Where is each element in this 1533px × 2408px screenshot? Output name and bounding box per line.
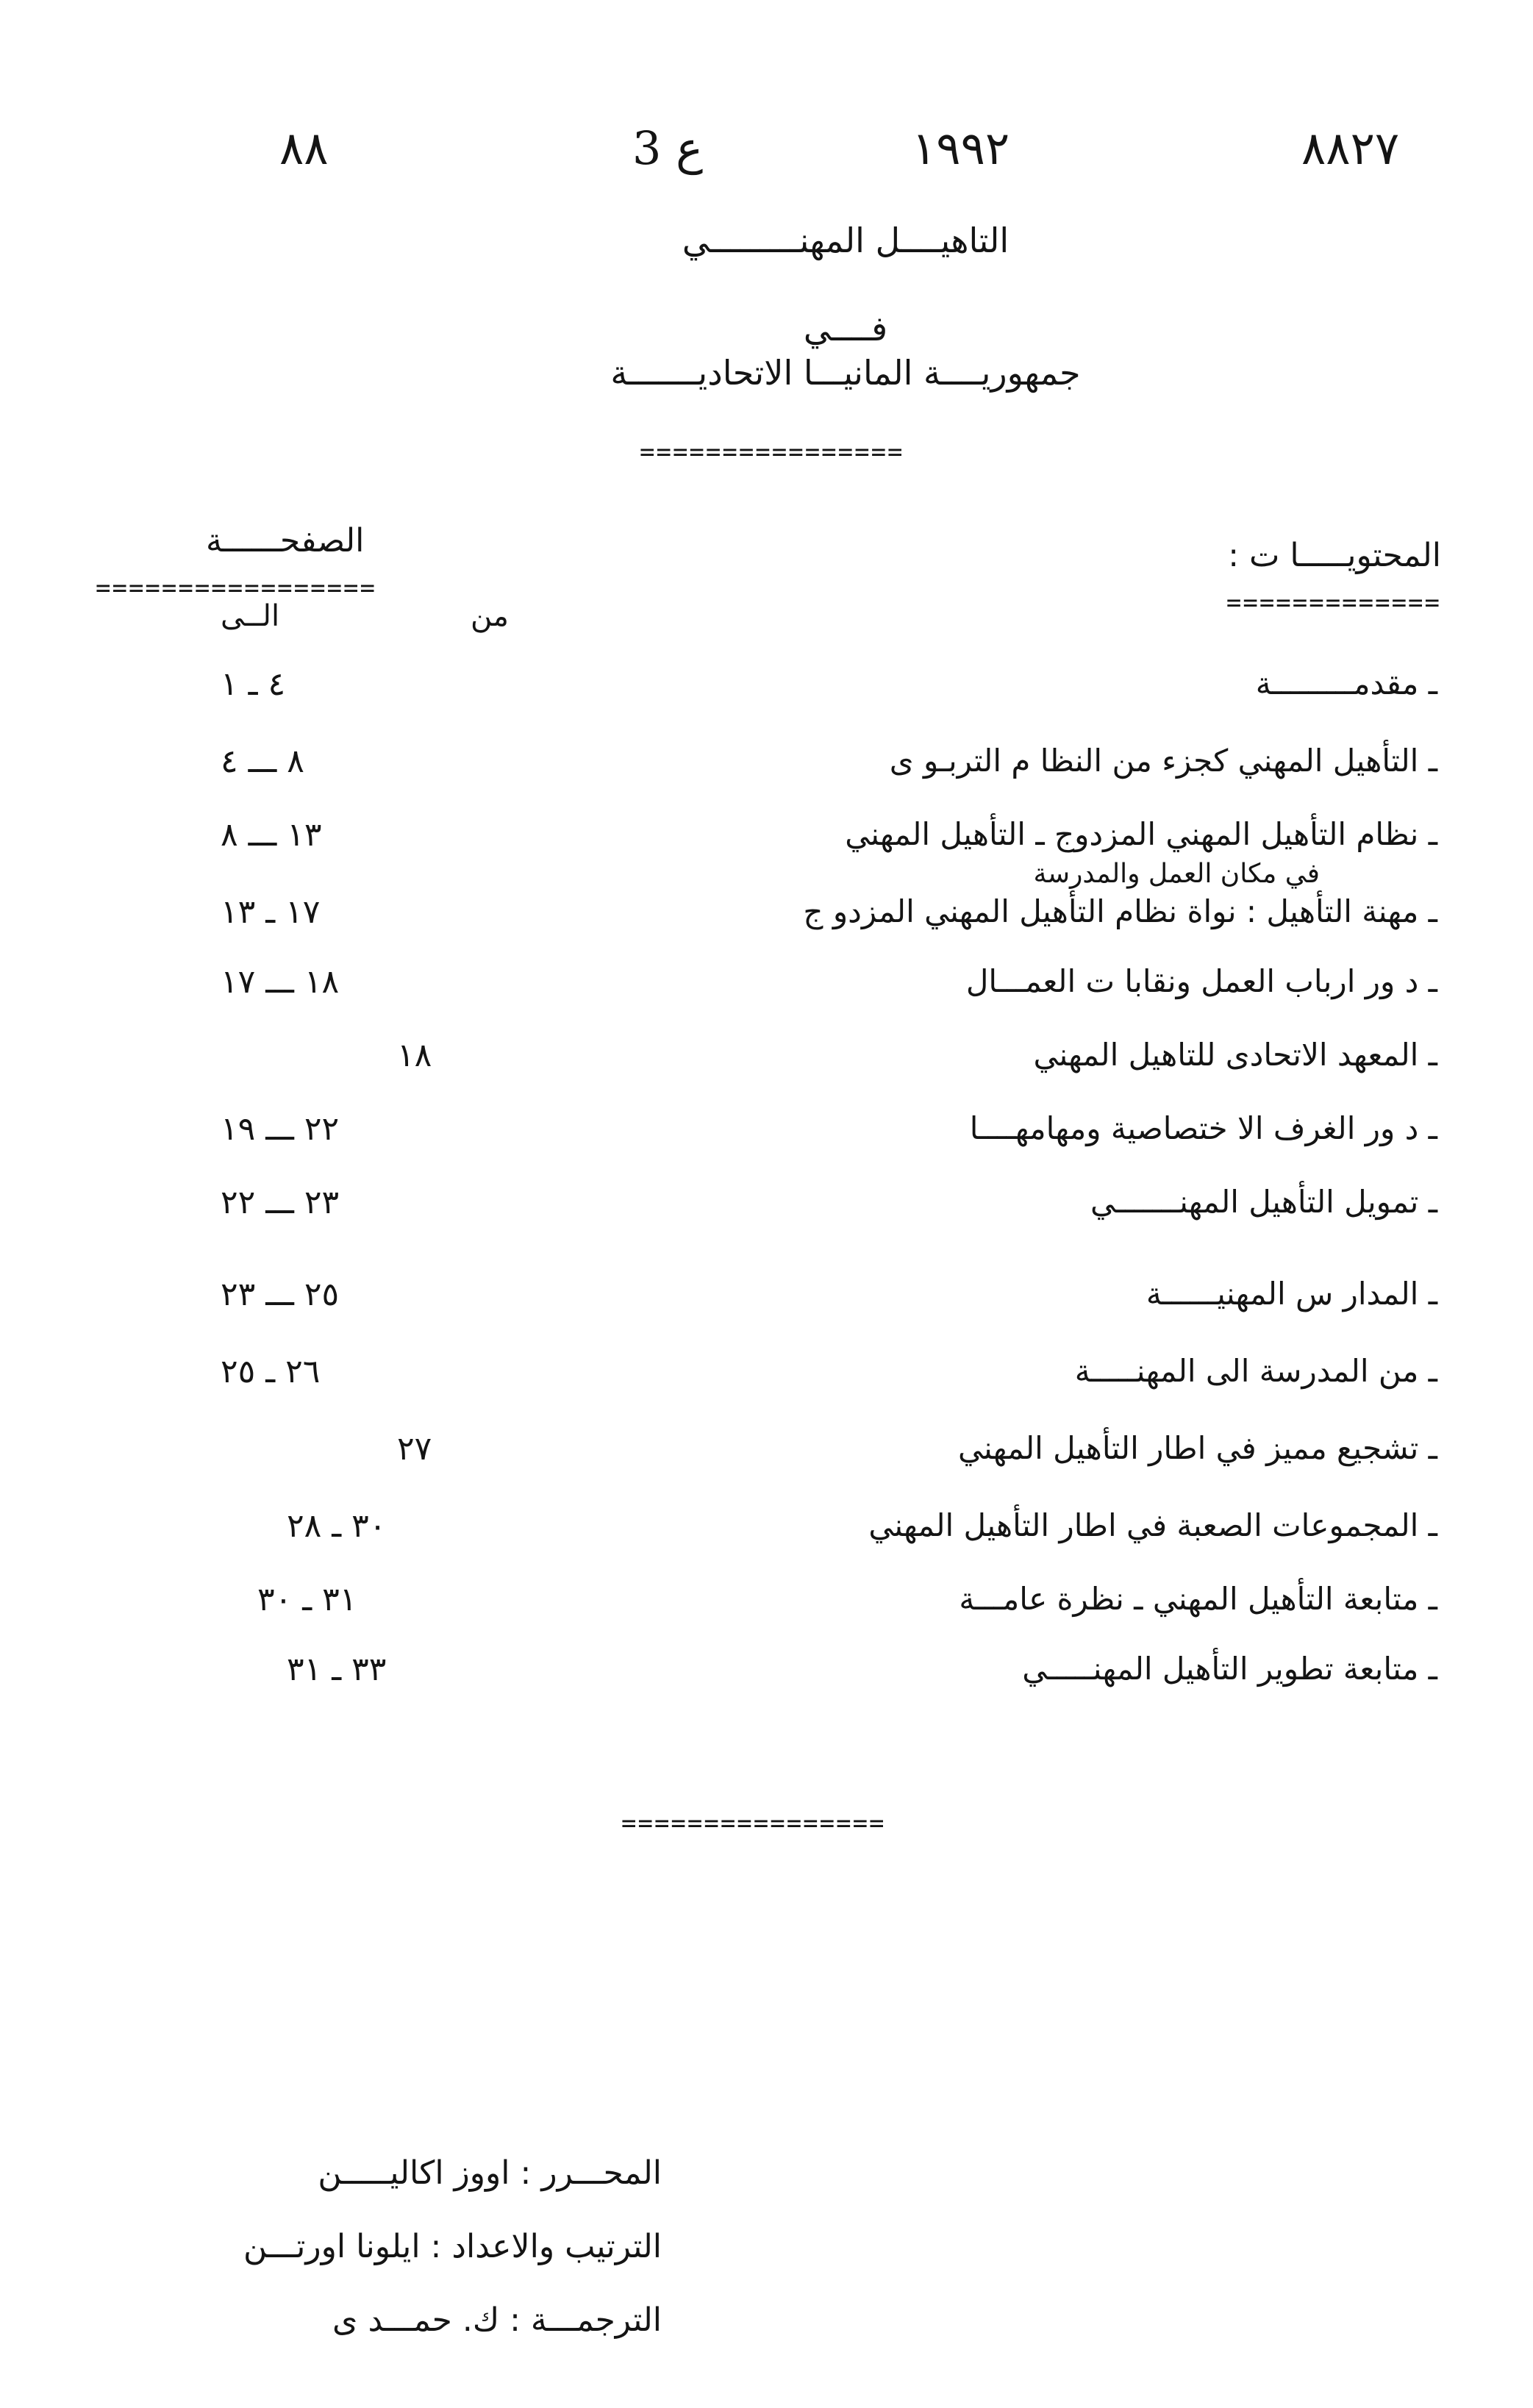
item-title: ـ تمويل التأهيل المهنـــــــي [1090, 1184, 1437, 1220]
item-page-range: ٨ ـــ ٤ [221, 743, 304, 780]
item-title: ـ د ور ارباب العمل ونقابا ت العمـــال [965, 963, 1437, 999]
credit-arrangement: الترتيب والاعداد : ايلونا اورتـــن [243, 2228, 662, 2265]
handwritten-mark-2: 3 ع [632, 121, 704, 175]
item-title: ـ متابعة تطوير التأهيل المهنـــــي [1022, 1651, 1437, 1687]
item-page-range: ٢٦ ـ ٢٥ [221, 1353, 321, 1390]
item-page-range: ٤ ـ ١ [221, 665, 286, 703]
item-page-range: ٢٢ ـــ ١٩ [221, 1110, 340, 1148]
title-line-2: فــــي [803, 309, 888, 349]
list-item [0, 1507, 1533, 1573]
list-item [0, 963, 1533, 1029]
title-separator: ================ [640, 437, 904, 467]
item-title-continuation: في مكان العمل والمدرسة [1033, 859, 1320, 889]
handwritten-year: ١٩٩٢ [912, 121, 1010, 175]
list-item [0, 1110, 1533, 1176]
list-item [0, 893, 1533, 960]
credit-translation: الترجمـــة : ك. حمـــد ى [332, 2301, 662, 2339]
item-title: ـ المجموعات الصعبة في اطار التأهيل المهني [868, 1507, 1437, 1543]
item-title: ـ تشجيع مميز في اطار التأهيل المهني [958, 1430, 1437, 1466]
list-item [0, 1276, 1533, 1342]
item-page-range: ٢٧ [397, 1430, 432, 1468]
item-page-range: ٣١ ـ ٣٠ [257, 1581, 357, 1618]
list-item [0, 1430, 1533, 1496]
title-line-1: التاهيــــل المهنـــــــــي [682, 221, 1010, 260]
contents-heading: المحتويـــــا ت : [1228, 537, 1441, 574]
end-separator: ================ [621, 1809, 886, 1838]
item-page-range: ٢٥ ـــ ٢٣ [221, 1276, 340, 1313]
list-item [0, 1581, 1533, 1647]
list-item [0, 1184, 1533, 1250]
item-page-range: ١٧ ـ ١٣ [221, 893, 321, 931]
list-item [0, 816, 1533, 889]
list-item [0, 1037, 1533, 1103]
title-line-3: جمهوريــــة المانيـــا الاتحاديـــــــة [610, 353, 1081, 393]
item-title: ـ المدار س المهنيــــــة [1146, 1276, 1437, 1312]
item-title: ـ من المدرسة الى المهنـــــة [1074, 1353, 1437, 1389]
column-to-label: الــى [221, 599, 280, 633]
item-page-range: ١٨ [397, 1037, 432, 1074]
item-title: ـ مقدمـــــــــة [1255, 665, 1437, 701]
pages-heading: الصفحــــــة [206, 522, 365, 560]
handwritten-mark-1: ٨٨ [279, 121, 329, 175]
column-from-label: من [471, 599, 509, 633]
handwritten-document-number: ٨٨٢٧ [1301, 121, 1400, 175]
list-item [0, 1651, 1533, 1717]
list-item [0, 1353, 1533, 1419]
contents-heading-underline: ============= [1226, 588, 1441, 618]
item-page-range: ٣٠ ـ ٢٨ [287, 1507, 387, 1545]
item-page-range: ٣٣ ـ ٣١ [287, 1651, 387, 1688]
item-title: ـ التأهيل المهني كجزء من النظا م التربـو ى [889, 743, 1437, 779]
item-page-range: ٢٣ ـــ ٢٢ [221, 1184, 340, 1221]
item-page-range: ١٨ ـــ ١٧ [221, 963, 340, 1001]
item-title: ـ مهنة التأهيل : نواة نظام التأهيل المهني المزدو ج [803, 893, 1437, 929]
list-item [0, 665, 1533, 732]
item-page-range: ١٣ ـــ ٨ [221, 816, 322, 854]
item-title: ـ د ور الغرف الا ختصاصية ومهامهــــا [969, 1110, 1437, 1146]
list-item [0, 743, 1533, 809]
credit-editor: المحـــرر : اووز اكاليـــــن [318, 2154, 662, 2192]
item-title: ـ متابعة التأهيل المهني ـ نظرة عامـــة [959, 1581, 1437, 1617]
item-title: ـ المعهد الاتحادى للتاهيل المهني [1033, 1037, 1437, 1073]
pages-heading-underline: ================= [96, 574, 376, 603]
item-title: ـ نظام التأهيل المهني المزدوج ـ التأهيل المهني [845, 816, 1437, 852]
